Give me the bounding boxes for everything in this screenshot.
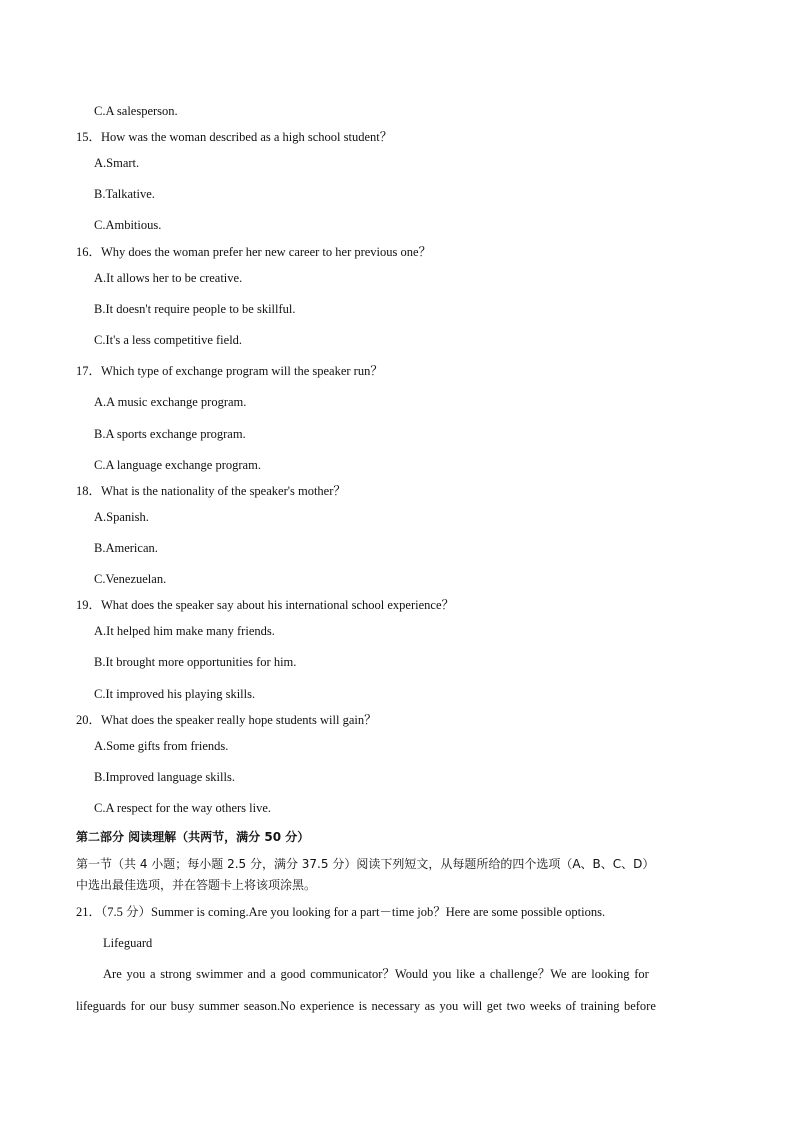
section-heading: 第二部分 阅读理解（共两节，满分 50 分） bbox=[76, 830, 310, 844]
question-16: 16．Why does the woman prefer her new career to her previous one？ bbox=[76, 245, 432, 259]
option-17b: B.A sports exchange program. bbox=[94, 427, 246, 441]
option-15b: B.Talkative. bbox=[94, 187, 155, 201]
option-16b: B.It doesn't require people to be skillful. bbox=[94, 302, 296, 316]
option-19c: C.It improved his playing skills. bbox=[94, 687, 256, 701]
option-16a: A.It allows her to be creative. bbox=[94, 271, 243, 285]
option-18a: A.Spanish. bbox=[94, 510, 149, 524]
option-18b: B.American. bbox=[94, 541, 158, 555]
question-20: 20．What does the speaker really hope students will gain？ bbox=[76, 713, 377, 727]
question-19: 19．What does the speaker say about his international school experience？ bbox=[76, 598, 455, 612]
option-16c: C.It's a less competitive field. bbox=[94, 333, 243, 347]
option-20c: C.A respect for the way others live. bbox=[94, 801, 272, 815]
section-instructions-line1: 第一节（共 4 小题；每小题 2.5 分，满分 37.5 分）阅读下列短文，从每题所给的四个选项（A、B、C、D） bbox=[76, 857, 655, 871]
option-19a: A.It helped him make many friends. bbox=[94, 624, 275, 638]
option-20b: B.Improved language skills. bbox=[94, 770, 235, 784]
option-17c: C.A language exchange program. bbox=[94, 458, 261, 472]
option-14c: C.A salesperson. bbox=[94, 104, 178, 118]
question-17: 17．Which type of exchange program will the speaker run？ bbox=[76, 364, 383, 378]
option-17a: A.A music exchange program. bbox=[94, 395, 247, 409]
section-instructions-line2: 中选出最佳选项，并在答题卡上将该项涂黑。 bbox=[76, 878, 317, 892]
question-21-intro: 21．（7.5 分）Summer is coming.Are you looking for a part－time job？Here are some possible options. bbox=[76, 905, 606, 919]
option-18c: C.Venezuelan. bbox=[94, 572, 167, 586]
option-20a: A.Some gifts from friends. bbox=[94, 739, 229, 753]
question-18: 18．What is the nationality of the speaker's mother？ bbox=[76, 484, 346, 498]
passage-subheading-lifeguard: Lifeguard bbox=[103, 936, 153, 950]
passage-line-2: lifeguards for our busy summer season.No experience is necessary as you will get two weeks of training before bbox=[76, 999, 656, 1013]
option-15a: A.Smart. bbox=[94, 156, 140, 170]
option-19b: B.It brought more opportunities for him. bbox=[94, 655, 297, 669]
option-15c: C.Ambitious. bbox=[94, 218, 162, 232]
passage-line-1: Are you a strong swimmer and a good communicator？Would you like a challenge？We are looking for bbox=[103, 967, 649, 981]
question-15: 15．How was the woman described as a high school student？ bbox=[76, 130, 393, 144]
